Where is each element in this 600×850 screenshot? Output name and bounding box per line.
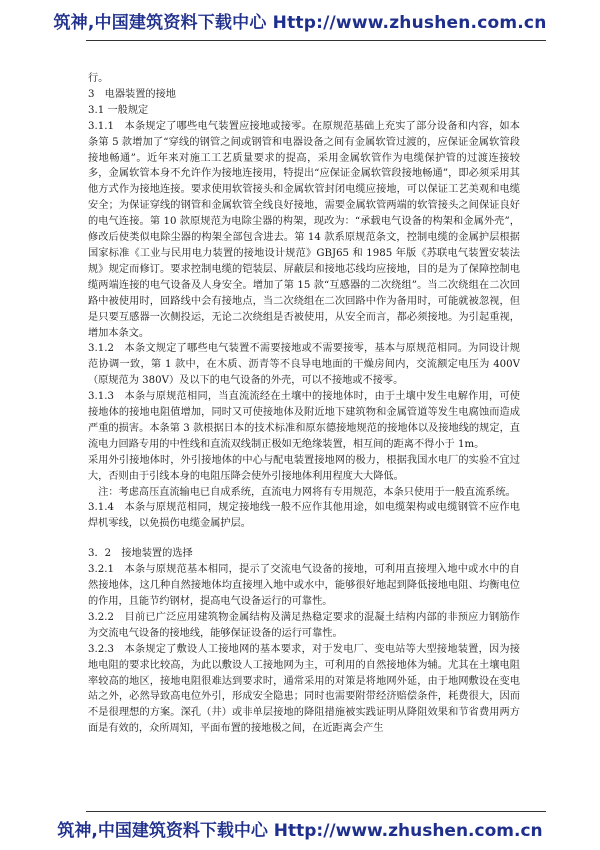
document-body bbox=[88, 71, 520, 811]
section-heading: 3 电器装置的接地 bbox=[88, 88, 176, 100]
header-divider bbox=[86, 40, 546, 41]
paragraph: 3.1.2 本条文规定了哪些电气装置不需要接地或不需要接零，基本与原规范相同。为同设计规范协调一致，第 1 款中，在木质、沥青等不良导电地面的干燥房间内，交流额定电压为 400V（原规范为 380V）及以下的电气设备的外壳，可以不接地或不接零。 bbox=[88, 343, 520, 387]
section-heading: 3．2 接地装置的选择 bbox=[88, 548, 193, 560]
paragraph: 3.1.4 本条与原规范相同，规定接地线一般不应作其他用途，如电缆架构或电缆钢管不应作电焊机零线，以免损伤电缆金属护层。 bbox=[88, 502, 520, 530]
paragraph: 行。 bbox=[88, 73, 109, 84]
spacer bbox=[88, 532, 520, 546]
note-paragraph: 注：考虑高压直流输电已自成系统，直流电力网将有专用规范，本条只使用于一般直流系统。 bbox=[88, 486, 516, 498]
paragraph: 3.1.3 本条与原规范相同，当直流流经在土壤中的接地体时，由于土壤中发生电解作用，可使接地体的接地电阻值增加，同时又可使接地体及附近地下建筑物和金属管道等发生电腐蚀而造成严重的损害。本条第 3 款根据日本的技术标准和原东德接地规范的接地体以及接地线的规定，直流电力回路专用的中性线和直流双线制正极如无绝缘装置，相互间的距离不得小于 1m。 bbox=[88, 391, 520, 450]
paragraph: 3.2.1 本条与原规范基本相同，提示了交流电气设备的接地，可利用直接埋入地中或水中的自然接地体，这几种自然接地体均直接埋入地中或水中，能够很好地起到降低接地电阻、均衡电位的作用，且能节约钢材，提高电气设备运行的可靠性。 bbox=[88, 564, 520, 607]
page-footer[interactable]: 筑神,中国建筑资料下载中心 Http://www.zhushen.com.cn bbox=[57, 821, 543, 841]
subsection-heading: 3.1 一般规定 bbox=[88, 104, 149, 116]
paragraph: 3.2.3 本条规定了敷设人工接地网的基本要求，对于发电厂、变电站等大型接地装置，因为接地电阻的要求比较高，为此以敷设人工接地网为主，可利用的自然接地体为辅。尤其在土壤电阻率较高的地区，接地电阻很难达到要求时，通常采用的对策是将地网外延，由于地网敷设在变电站之外，必然导致高电位外引，形成安全隐患；同时也需要附带经济赔偿条件，耗费很大，因而不是很理想的方案。深孔（井）或非单层接地的降阻措施被实践证明从降阻效果和节省费用两方面是有效的，众所周知，平面布置的接地极之间，在近距离会产生 bbox=[88, 643, 520, 735]
page-header[interactable]: 筑神,中国建筑资料下载中心 Http://www.zhushen.com.cn bbox=[53, 13, 547, 33]
paragraph: 3.1.1 本条规定了哪些电气装置应接地或接零。在原规范基础上充实了部分设备和内容，如本条第 5 款增加了“穿线的钢管之间或钢管和电器设备之间有金属软管过渡的，应保证金属软管段接地畅通”。近年来对施工工艺质量要求的提高，采用金属软管作为电缆保护管的过渡连接较多，金属软管本身不允许作为接地连接用，特提出“应保证金属软管段接地畅通”，即必须采用其他方式作为接地连接。要求使用软管接头和金属软管封闭电缆应接地，可以保证工艺美观和电缆安全；为保证穿线的钢管和金属软管全线良好接地，需要金属软管两端的软管接头之间保证良好的电气连接。第 10 款原规范为电除尘器的构架，现改为：“承载电气设备的构架和金属外壳”，修改后使类似电除尘器的构架全部包含进去。第 14 款系原规范条文，控制电缆的金属护层根据国家标准《工业与民用电力装置的接地设计规范》GBJ65 和 1985 年版《苏联电气装置安装法规》规定而修订。要求控制电缆的铠装层、屏蔽层和接地芯线均应接地，目的是为了保障控制电缆两端连接的电气设备及人身安全。增加了第 15 款“互感器的二次绕组”。当二次绕组在二次回路中被使用时，回路线中会有接地点，当二次绕组在二次回路中作为备用时，可能就被忽视，但是只要互感器一次侧投运，无论二次绕组是否被使用，从安全而言，都必须接地。为引起重视，增加本条文。 bbox=[88, 120, 520, 339]
footer-divider bbox=[86, 811, 546, 812]
paragraph: 3.2.2 目前已广泛应用建筑物金属结构及满足热稳定要求的混凝土结构内部的非预应力钢筋作为交流电气设备的接地线，能够保证设备的运行可靠性。 bbox=[88, 611, 520, 639]
paragraph: 采用外引接地体时，外引接地体的中心与配电装置接地网的极力，根据我国水电厂的实验不宜过大，否则由于引线本身的电阻压降会使外引接地体利用程度大大降低。 bbox=[88, 454, 520, 482]
